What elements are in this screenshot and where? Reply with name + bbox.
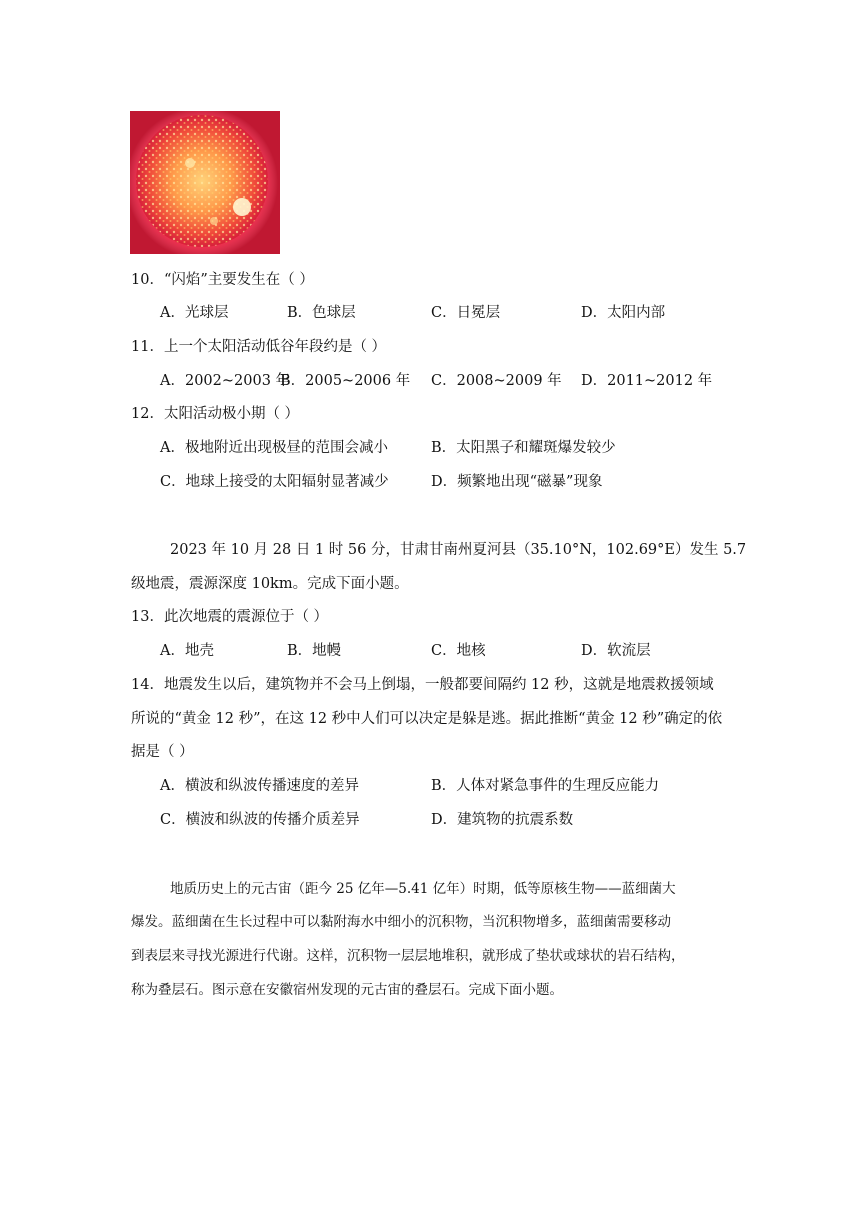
question-14-option-c[interactable]: C．横波和纵波的传播介质差异 [160, 812, 360, 828]
question-13-option-b[interactable]: B．地幔 [287, 643, 342, 659]
question-10-option-a[interactable]: A．光球层 [160, 305, 229, 321]
question-12-stem: 12．太阳活动极小期（ ） [131, 406, 300, 422]
question-11-option-a[interactable]: A．2002~2003 年 [160, 373, 291, 389]
passage-2-line-2: 级地震，震源深度 10km。完成下面小题。 [131, 576, 409, 592]
question-11-option-d[interactable]: D．2011~2012 年 [581, 373, 713, 389]
question-11-option-c[interactable]: C．2008~2009 年 [431, 373, 562, 389]
passage-2-line-1: 2023 年 10 月 28 日 1 时 56 分，甘肃甘南州夏河县（35.10°N，102.69°E）发生 5.7 [170, 542, 747, 558]
question-14-option-a[interactable]: A．横波和纵波传播速度的差异 [160, 778, 359, 794]
question-10-option-d[interactable]: D．太阳内部 [581, 305, 666, 321]
question-13-option-a[interactable]: A．地壳 [160, 643, 214, 659]
question-12-option-a[interactable]: A．极地附近出现极昼的范围会减小 [160, 440, 388, 456]
question-13-option-d[interactable]: D．软流层 [581, 643, 651, 659]
passage-3-line-1: 地质历史上的元古宙（距今 25 亿年—5.41 亿年）时期，低等原核生物——蓝细菌大 [170, 881, 676, 897]
question-11-stem: 11．上一个太阳活动低谷年段约是（ ） [131, 339, 387, 355]
question-10-option-c[interactable]: C．日冕层 [431, 305, 501, 321]
passage-3-line-4: 称为叠层石。图示意在安徽宿州发现的元古宙的叠层石。完成下面小题。 [131, 982, 563, 998]
question-12-option-d[interactable]: D．频繁地出现“磁暴”现象 [431, 474, 603, 490]
question-12-option-c[interactable]: C．地球上接受的太阳辐射显著减少 [160, 474, 389, 490]
question-10-option-b[interactable]: B．色球层 [287, 305, 356, 321]
passage-3-line-3: 到表层来寻找光源进行代谢。这样，沉积物一层层地堆积，就形成了垫状或球状的岩石结构， [131, 948, 685, 964]
passage-3-line-2: 爆发。蓝细菌在生长过程中可以黏附海水中细小的沉积物，当沉积物增多，蓝细菌需要移动 [131, 914, 671, 930]
question-14-line-2: 所说的“黄金 12 秒”，在这 12 秒中人们可以决定是躲是逃。据此推断“黄金 12 秒”确定的依 [131, 711, 723, 727]
question-12-option-b[interactable]: B．太阳黑子和耀斑爆发较少 [431, 440, 616, 456]
question-13-option-c[interactable]: C．地核 [431, 643, 486, 659]
sun-image [130, 111, 280, 254]
question-14-line-1: 14．地震发生以后，建筑物并不会马上倒塌，一般都要间隔约 12 秒，这就是地震救援领域 [131, 677, 714, 693]
question-14-option-b[interactable]: B．人体对紧急事件的生理反应能力 [431, 778, 660, 794]
question-14-option-d[interactable]: D．建筑物的抗震系数 [431, 812, 574, 828]
question-11-option-b[interactable]: B．2005~2006 年 [280, 373, 411, 389]
question-14-line-3: 据是（ ） [131, 744, 194, 760]
question-13-stem: 13．此次地震的震源位于（ ） [131, 609, 329, 625]
question-10-stem: 10．“闪焰”主要发生在（ ） [131, 272, 314, 288]
